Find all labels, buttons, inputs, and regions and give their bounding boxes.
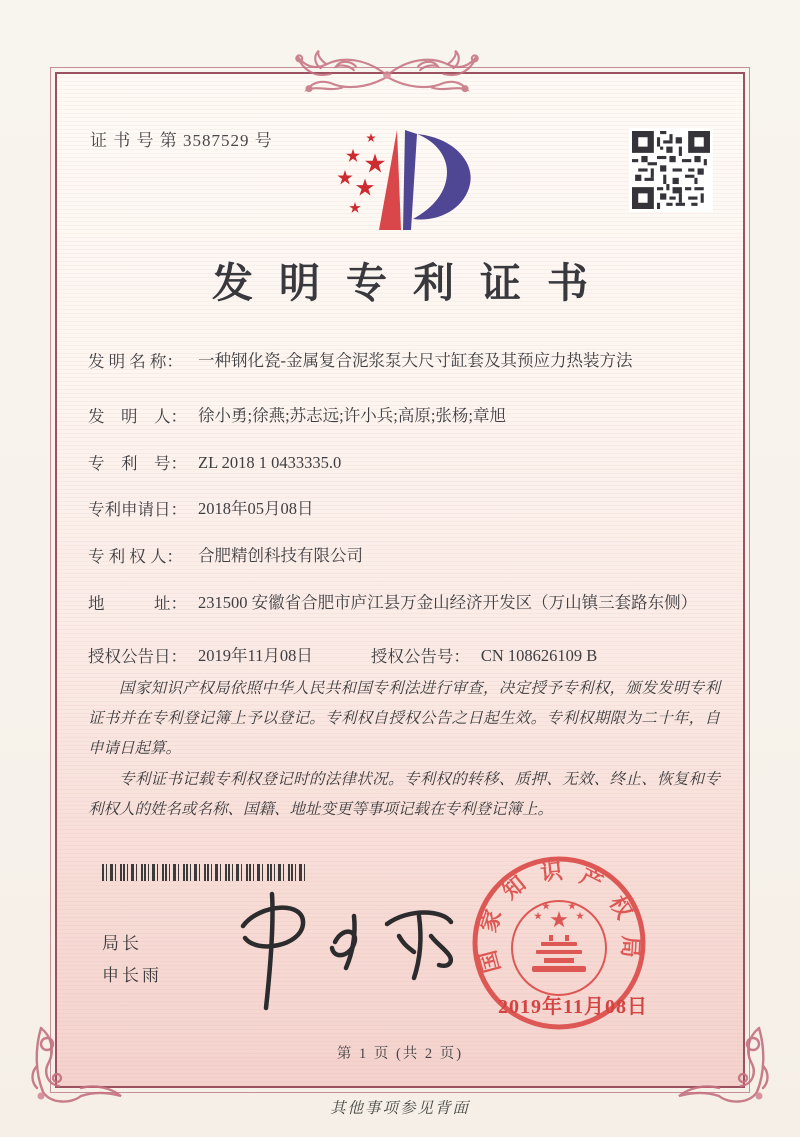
top-dragon-ornament-icon <box>270 48 504 100</box>
legal-paragraph-2: 专利证书记载专利权登记时的法律状况。专利权的转移、质押、无效、终止、恢复和专利权人的姓名或名称、国籍、地址变更等事项记载在专利登记簿上。 <box>88 770 720 818</box>
field-value: 231500 安徽省合肥市庐江县万金山经济开发区（万山镇三套路东侧） <box>198 593 698 612</box>
grant-date-value: 2019年11月08日 <box>198 646 313 665</box>
field-value: 2018年05月08日 <box>198 499 314 518</box>
director-title: 局长 <box>102 934 142 953</box>
seal-char: 知 <box>497 870 531 905</box>
field-value: 合肥精创科技有限公司 <box>198 546 363 565</box>
seal-char: 局 <box>617 935 644 959</box>
field-inventors <box>88 403 728 429</box>
legal-paragraph-1: 国家知识产权局依照中华人民共和国专利法进行审查，决定授予专利权，颁发发明专利证书并在专利登记簿上予以登记。专利权自授权公告之日起生效。专利权期限为二十年，自申请日起算。 <box>88 680 720 758</box>
grant-number-value: CN 108626109 B <box>480 646 598 665</box>
field-label: 地 址： <box>88 594 187 613</box>
qr-code-icon <box>629 128 713 212</box>
bottom-left-flourish-icon <box>27 1022 129 1106</box>
field-label: 授权公告号： <box>370 647 470 666</box>
field-address <box>88 590 728 616</box>
field-value: 一种钢化瓷-金属复合泥浆泵大尺寸缸套及其预应力热装方法 <box>198 351 633 370</box>
cnipa-logo-icon <box>335 122 485 237</box>
field-label: 发 明 人： <box>88 407 187 426</box>
field-value: 徐小勇;徐燕;苏志远;许小兵;高原;张杨;章旭 <box>198 406 507 425</box>
seal-char: 国 <box>475 947 505 976</box>
field-application-date <box>88 496 728 522</box>
legal-text <box>88 674 720 825</box>
field-invention-name <box>88 348 728 374</box>
seal-char: 权 <box>604 891 638 924</box>
seal-date: 2019年11月08日 <box>498 996 648 1018</box>
national-emblem-icon <box>532 902 586 972</box>
back-side-note: 其他事项参见背面 <box>329 1100 470 1117</box>
field-value: ZL 2018 1 0433335.0 <box>198 453 342 472</box>
barcode-icon <box>102 864 308 881</box>
certificate-number: 证 书 号 第 3587529 号 <box>90 131 273 150</box>
seal-char: 识 <box>539 858 564 886</box>
field-label: 发 明 名 称： <box>88 352 183 371</box>
field-label: 专 利 权 人： <box>88 547 183 566</box>
bottom-right-flourish-icon <box>671 1022 773 1106</box>
director-block <box>102 928 162 993</box>
director-name: 申长雨 <box>102 966 162 986</box>
field-label: 授权公告日： <box>88 647 187 666</box>
field-grant-row <box>88 643 728 669</box>
field-label: 专 利 号： <box>88 454 187 473</box>
director-signature-icon <box>215 886 490 1011</box>
certificate-title: 发明专利证书 <box>212 260 614 306</box>
seal-char: 家 <box>475 906 507 936</box>
field-label: 专利申请日： <box>88 500 187 519</box>
field-patentee <box>88 543 728 569</box>
seal-char: 产 <box>575 863 607 896</box>
page-number: 第 1 页 (共 2 页) <box>336 1046 464 1062</box>
field-patent-number <box>88 450 728 476</box>
certificate-frame <box>55 72 745 1088</box>
